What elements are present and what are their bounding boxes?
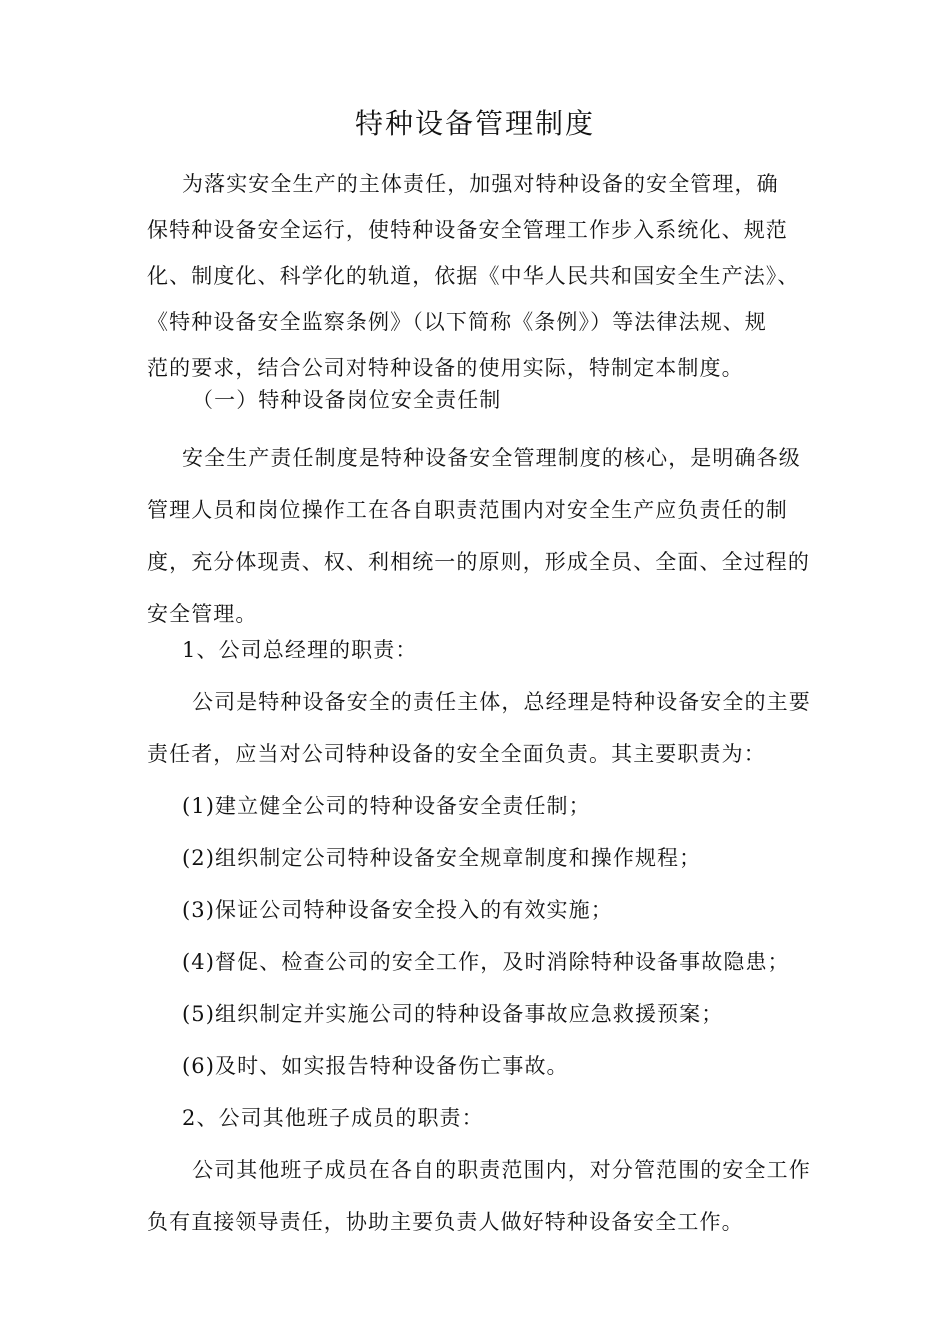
duty-item: (3)保证公司特种设备安全投入的有效实施； [182,898,613,922]
intro-line: 范的要求，结合公司对特种设备的使用实际，特制定本制度。 [147,356,744,380]
item2-body-line: 负有直接领导责任，协助主要负责人做好特种设备安全工作。 [147,1210,744,1234]
duty-item: (4)督促、检查公司的安全工作，及时消除特种设备事故隐患； [182,950,790,974]
responsibility-paragraph [147,432,810,640]
intro-line: 保特种设备安全运行，使特种设备安全管理工作步入系统化、规范 [147,218,788,242]
section-heading [147,380,807,420]
duty-item: (6)及时、如实报告特种设备伤亡事故。 [182,1054,569,1078]
item1-heading: 1、公司总经理的职责： [182,638,418,662]
intro-paragraph [147,161,807,391]
duty-item: (2)组织制定公司特种设备安全规章制度和操作规程； [182,846,702,870]
paragraph-line: 安全生产责任制度是特种设备安全管理制度的核心，是明确各级 [182,446,801,470]
duties-section [147,624,811,1248]
paragraph-line: 安全管理。 [147,602,258,626]
item1-body-line: 公司是特种设备安全的责任主体，总经理是特种设备安全的主要 [192,690,811,714]
duty-item: (1)建立健全公司的特种设备安全责任制； [182,794,591,818]
intro-line: 《特种设备安全监察条例》（以下简称《条例》）等法律法规、规 [147,310,767,334]
intro-line: 为落实安全生产的主体责任，加强对特种设备的安全管理，确 [182,172,779,196]
paragraph-line: 度，充分体现责、权、利相统一的原则，形成全员、全面、全过程的 [147,550,810,574]
item2-heading: 2、公司其他班子成员的职责： [182,1106,484,1130]
item1-body-line: 责任者，应当对公司特种设备的安全全面负责。其主要职责为： [147,742,766,766]
item2-body-line: 公司其他班子成员在各自的职责范围内，对分管范围的安全工作 [192,1158,811,1182]
duty-item: (5)组织制定并实施公司的特种设备事故应急救援预案； [182,1002,724,1026]
section-heading-text: （一）特种设备岗位安全责任制 [192,388,502,412]
document-title: 特种设备管理制度 [354,107,595,140]
intro-line: 化、制度化、科学化的轨道，依据《中华人民共和国安全生产法》、 [147,264,800,288]
paragraph-line: 管理人员和岗位操作工在各自职责范围内对安全生产应负责任的制 [147,498,788,522]
